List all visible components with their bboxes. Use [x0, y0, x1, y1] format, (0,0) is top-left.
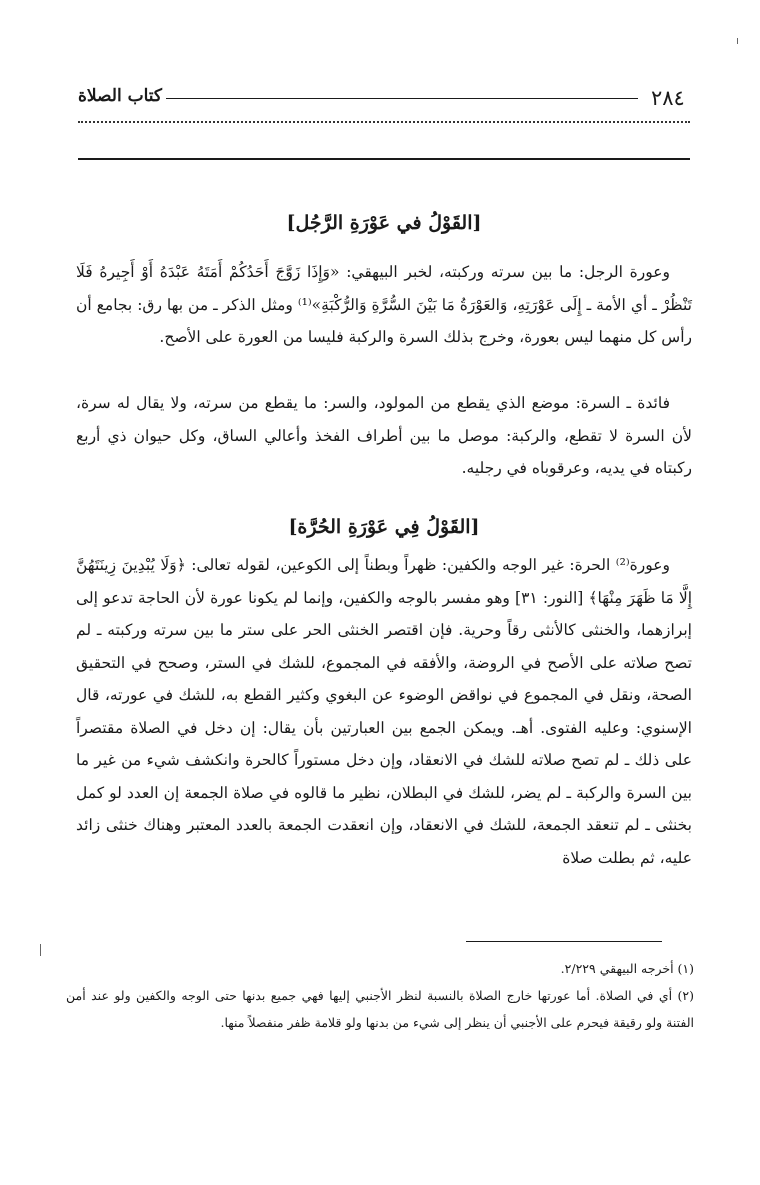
dotted-separator [78, 121, 690, 123]
section-heading-man: [القَوْلُ في عَوْرَةِ الرَّجُل] [286, 212, 482, 234]
chapter-title: كتاب الصلاة [77, 86, 162, 106]
paragraph: وعورة⁽²⁾ الحرة: غير الوجه والكفين: ظهراً وبطناً إلى الكوعين، لقوله تعالى: ﴿وَلَا يُبْدِينَ زِينَتَهُنَّ إِلَّا مَا ظَهَرَ مِنْهَا﴾ [النور: ٣١] وهو مفسر بالوجه والكفين، وإنما لم يكونا عورة لأن الحاجة تدعو إلى إبرازهما، والخنثى كالأنثى رقاً وحرية. فإن اقتصر الخنثى الحر على ستر ما بين سرته وركبته ـ لم تصح صلاته على الأصح في الروضة، والأفقه في المجموع، للشك في الستر، وصحح في التحقيق الصحة، ونقل في المجموع في نواقض الوضوء عن البغوي وكثير القطع به، للشك في عورته، قال الإسنوي: وعليه الفتوى. أهـ. ويمكن الجمع بين العبارتين بأن يقال: إن دخل في الصلاة مقتصراً على ذلك ـ لم تصح صلاته للشك في الانعقاد، وإن دخل مستوراً كالحرة وانكشف شيء من غير ما بين السرة والركبة ـ لم يضر، للشك في البطلان، نظير ما قالوه في صلاة الجمعة إن العدد لو كمل بخنثى ـ لم تنعقد الجمعة، للشك في الانعقاد، وإن انعقدت الجمعة بالعدد المعتبر وهناك خنثى زائد عليه، ثم بطلت صلاة [76, 556, 692, 867]
footnote-rule [466, 941, 662, 942]
paragraph: فائدة ـ السرة: موضع الذي يقطع من المولود، والسر: ما يقطع من سرته، ولا يقال له سرة، لأن السرة لا تقطع، والركبة: موصل ما بين أطراف الفخذ وأعالي الساق، وكل حيوان ذي أربع ركبتاه في يديه، وعرقوباه في رجليه. [76, 394, 692, 477]
paragraph: وعورة الرجل: ما بين سرته وركبته، لخبر البيهقي: «وَإِذَا زَوَّجَ أَحَدُكُمْ أَمَتَهُ عَبْدَهُ أَوْ أَجِيرهُ فَلَا تَنْظُرْ ـ أي الأمة ـ إِلَى عَوْرَتِهِ، وَالعَوْرَةُ مَا بَيْنَ السُّرَّةِ وَالرُّكْبَةِ»⁽¹⁾ ومثل الذكر ـ من بها رق: بجامع أن رأس كل منهما ليس بعورة، وخرج بذلك السرة والركبة فليسا من العورة على الأصح. [76, 263, 692, 346]
header-line [166, 98, 638, 99]
section-heading-woman: [القَوْلُ فِي عَوْرَةِ الحُرَّة] [288, 516, 480, 538]
footnote-1: (١) أخرجه البيهقي ٢/٢٢٩. [560, 961, 694, 976]
page-number: ٢٨٤ [651, 86, 685, 110]
section-body-navel [76, 387, 692, 485]
margin-mark [737, 38, 738, 44]
section-body-woman [76, 549, 692, 874]
header-rule [78, 158, 690, 160]
footnote-2: (٢) أي في الصلاة. أما عورتها خارج الصلاة بالنسبة لنظر الأجنبي إليها فهي جميع بدنها حتى الوجه والكفين ولو عند أمن الفتنة ولو رقيقة فيحرم على الأجنبي أن ينظر إلى شيء من بدنها ولو قلامة ظفر منفصلاً منها. [66, 988, 694, 1030]
margin-mark [40, 944, 41, 956]
section-body-man [76, 256, 692, 354]
footnotes [66, 955, 694, 1036]
